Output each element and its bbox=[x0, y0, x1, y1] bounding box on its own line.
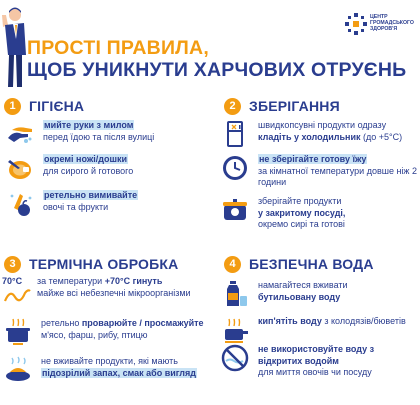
item-pre: ретельно bbox=[41, 318, 80, 328]
item-text: овочі та фрукти bbox=[43, 201, 109, 212]
logo-emblem-icon bbox=[345, 13, 367, 35]
item-bold: бутильовану воду bbox=[258, 291, 341, 302]
item-text: перед їдою та після вулиці bbox=[43, 131, 155, 142]
list-item bbox=[221, 120, 417, 148]
item-pre: зберігайте продукти bbox=[258, 196, 342, 206]
no-swimming-icon bbox=[221, 344, 249, 372]
item-bold: окремі ножі/дошки bbox=[44, 154, 127, 164]
list-item bbox=[2, 276, 212, 304]
thermometer-icon bbox=[2, 276, 32, 304]
cooking-pot-icon bbox=[4, 318, 32, 346]
clock-icon bbox=[221, 154, 249, 182]
item-text: для миття овочів чи посуду bbox=[258, 367, 372, 377]
item-text: за кімнатної температури довше ніж 2 години bbox=[258, 165, 417, 187]
item-text: (до +5°С) bbox=[363, 131, 403, 142]
logo-line-3: ЗДОРОВ'Я bbox=[370, 25, 398, 32]
list-item bbox=[221, 280, 417, 308]
logo-line-2: ГРОМАДСЬКОГО bbox=[370, 20, 414, 27]
container-icon bbox=[221, 196, 249, 224]
item-pre: швидкопсувні продукти одразу bbox=[258, 120, 387, 130]
item-text: з колодязів/бюветів bbox=[324, 316, 406, 326]
list-item bbox=[6, 154, 206, 182]
list-item bbox=[221, 316, 420, 344]
item-text: м'ясо, фарш, рибу, птицю bbox=[41, 329, 148, 340]
section-storage bbox=[224, 96, 414, 116]
water-bottle-icon bbox=[221, 280, 249, 308]
item-pre: намагайтеся вживати bbox=[258, 280, 348, 290]
list-item bbox=[6, 190, 206, 218]
person-illustration bbox=[0, 5, 28, 87]
item-bold: не використовуйте воду з відкритих водойм bbox=[258, 344, 375, 366]
item-text: майже всі небезпечні мікроорганізми bbox=[37, 287, 191, 298]
list-item bbox=[221, 154, 417, 189]
logo bbox=[345, 13, 418, 35]
section-number: 2 bbox=[224, 98, 241, 115]
item-bold: кладіть у холодильник bbox=[258, 131, 361, 142]
vegetables-icon bbox=[6, 190, 34, 218]
list-item bbox=[221, 344, 417, 379]
item-bold: кип'ятіть воду bbox=[258, 316, 322, 326]
item-bold: не зберігайте готову їжу bbox=[259, 154, 367, 164]
section-number: 3 bbox=[4, 256, 21, 273]
boiling-water-icon bbox=[221, 316, 249, 344]
section-title: БЕЗПЕЧНА ВОДА bbox=[249, 256, 374, 272]
list-item bbox=[4, 356, 214, 384]
item-pre: не вживайте продукти, які мають bbox=[41, 356, 178, 366]
section-title: ГІГІЄНА bbox=[29, 98, 85, 114]
refrigerator-icon bbox=[221, 120, 249, 148]
logo-line-1: ЦЕНТР bbox=[370, 14, 388, 21]
item-bold: +70°C гинуть bbox=[104, 276, 163, 286]
section-number: 1 bbox=[4, 98, 21, 115]
section-safe-water bbox=[224, 254, 414, 274]
item-bold: у закритому посуді, bbox=[258, 207, 346, 218]
section-heat-treatment bbox=[4, 254, 194, 274]
handwashing-icon bbox=[6, 120, 34, 148]
list-item bbox=[221, 196, 417, 231]
section-number: 4 bbox=[224, 256, 241, 273]
item-bold: мийте руки з милом bbox=[44, 120, 134, 130]
section-title: ТЕРМІЧНА ОБРОБКА bbox=[29, 256, 179, 272]
cutting-board-icon bbox=[6, 154, 34, 182]
item-text: окремо сирі та готові bbox=[258, 219, 345, 229]
item-bold: підозрілий запах, смак або вигляд bbox=[42, 367, 196, 378]
list-item bbox=[4, 318, 214, 346]
section-hygiene bbox=[4, 96, 194, 116]
item-bold: ретельно вимивайте bbox=[44, 190, 138, 200]
temperature-label: 70°C bbox=[2, 276, 23, 286]
section-title: ЗБЕРІГАННЯ bbox=[249, 98, 340, 114]
title-line-2: ЩОБ УНИКНУТИ ХАРЧОВИХ ОТРУЄНЬ bbox=[27, 59, 407, 81]
item-text: для сирого й готового bbox=[43, 165, 134, 176]
page-title bbox=[27, 37, 406, 81]
item-bold: проварюйте / просмажуйте bbox=[81, 318, 204, 328]
title-line-1: ПРОСТІ ПРАВИЛА, bbox=[27, 37, 209, 59]
list-item bbox=[6, 120, 206, 148]
spoiled-food-icon bbox=[4, 356, 32, 384]
item-pre: за температури bbox=[37, 276, 103, 286]
